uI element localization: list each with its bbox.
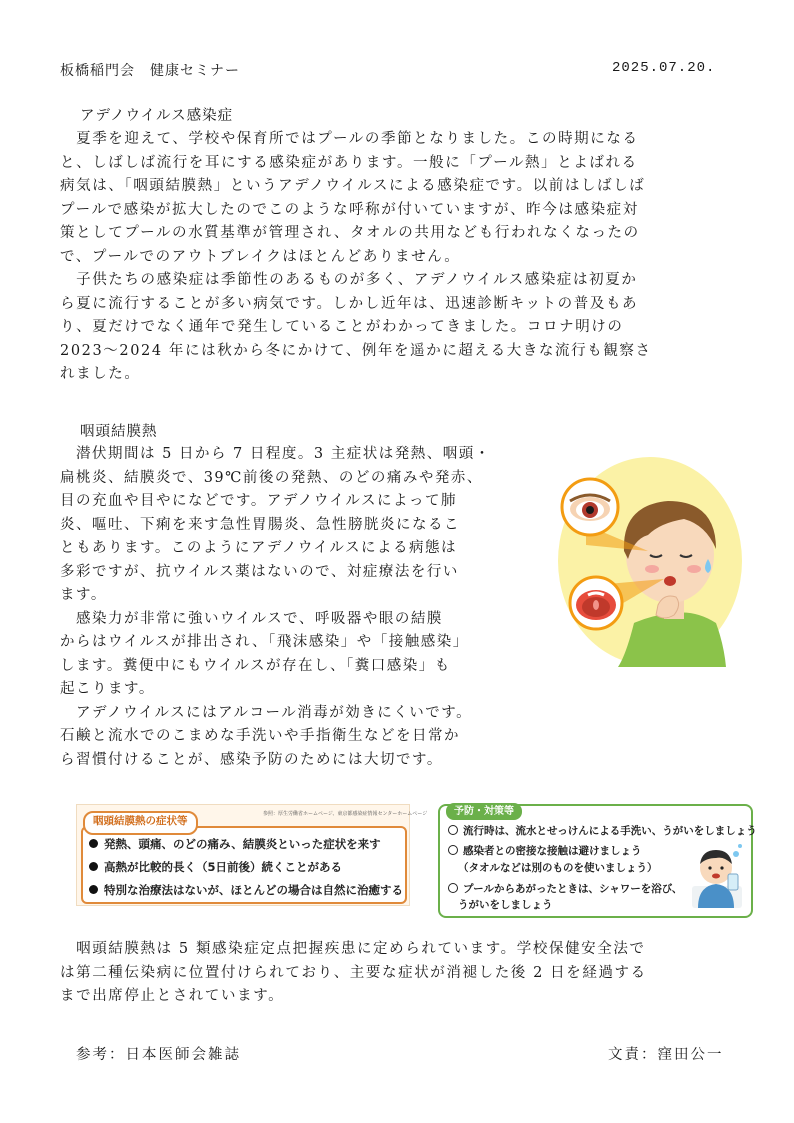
- symptom-item: 高熱が比較的長く（5日前後）続くことがある: [89, 859, 342, 875]
- bullet-icon: [89, 885, 98, 894]
- prevention-item-note: （タオルなどは別のものを使いましょう）: [458, 862, 658, 874]
- prevention-box: [438, 804, 757, 918]
- symptoms-source: 参照：厚生労働省ホームページ、東京都感染症情報センターホームページ: [263, 811, 428, 817]
- symptoms-box: [76, 804, 428, 906]
- bullet-icon: [89, 839, 98, 848]
- circle-bullet-icon: [448, 845, 458, 855]
- circle-bullet-icon: [448, 883, 458, 893]
- sick-child-illustration: [556, 455, 744, 667]
- symptom-item: 特別な治療法はないが、ほとんどの場合は自然に治癒する: [89, 882, 403, 898]
- prevention-box-title: 予防・対策等: [446, 803, 522, 820]
- prevention-item: 感染者との密接な接触は避けましょう: [448, 844, 642, 859]
- paragraph-legal-status: 咽頭結膜熱は 5 類感染症定点把握疾患に定められています。学校保健安全法で は第二種伝染病に位置付けられており、主要な症状が消褪した後 2 日を経過する まで出席停止とされています。: [60, 941, 647, 1004]
- bullet-icon: [89, 862, 98, 871]
- symptom-item: 発熱、頭痛、のどの痛み、結膜炎といった症状を来す: [89, 836, 381, 852]
- paragraph-adenovirus: 夏季を迎えて、学校や保育所ではプールの季節となりました。この時期になる と、しばしば流行を耳にする感染症があります。一般に「プール熱」とよばれる 病気は、「咽頭結膜熱」というアデノウイルスによる感染症です。以前はしばしば プールで感染が拡大したのでこのような呼称が付いていますが、昨今は感染症対 策としてプールの水質基準が管理され、タオルの共用なども行われなくなったの で、プールでのアウトブレイクはほとんどありません。 子供たちの感染症は季節性のあるものが多く、アデノウイルス感染症は初夏か ら夏に流行することが多い病気です。しかし近年は、迅速診断キットの普及もあ り、夏だけでなく通年で発生していることがわかってきました。コロナ明けの 2023～2024 年には秋から冬にかけて、例年を遥かに超える大きな流行も観察さ れました。: [60, 131, 652, 382]
- prevention-item-note: うがいをしましょう: [458, 899, 553, 911]
- organization-title: 板橋稲門会 健康セミナー: [60, 63, 240, 79]
- symptoms-list: [81, 826, 407, 904]
- symptoms-box-title: 咽頭結膜熱の症状等: [83, 811, 198, 835]
- prevention-item: 流行時は、流水とせっけんによる手洗い、うがいをしましょう: [448, 824, 757, 839]
- prevention-item: プールからあがったときは、シャワーを浴び、: [448, 882, 682, 897]
- section-title-adenovirus: アデノウイルス感染症: [80, 108, 234, 124]
- circle-bullet-icon: [448, 825, 458, 835]
- reference: 参考：日本医師会雑誌: [76, 1047, 241, 1063]
- paragraph-pharyngoconjunctival-fever: 潜伏期間は 5 日から 7 日程度。3 主症状は発熱、咽頭・ 扁桃炎、結膜炎で、39℃前後の発熱、のどの痛みや発赤、 目の充血や目やになどです。アデノウイルスによって肺 炎、嘔吐、下痢を来す急性胃腸炎、急性膀胱炎になるこ ともあります。このようにアデノウイルスによる病態は 多彩ですが、抗ウイルス薬はないので、対症療法を行い ます。 感染力が非常に強いウイルスで、呼吸器や眼の結膜 からはウイルスが排出され、「飛沫感染」や「接触感染」 します。糞便中にもウイルスが存在し、「糞口感染」も 起こります。 アデノウイルスにはアルコール消毒が効きにくいです。 石鹸と流水でのこまめな手洗いや手指衛生などを日常か ら習慣付けることが、感染予防のためには大切です。: [60, 446, 491, 768]
- gargling-child-icon: [688, 836, 746, 910]
- author-credit: 文責：窪田公一: [608, 1047, 724, 1063]
- date: 2025.07.20.: [612, 60, 716, 76]
- section-title-pharyngoconjunctival-fever: 咽頭結膜熱: [80, 424, 158, 440]
